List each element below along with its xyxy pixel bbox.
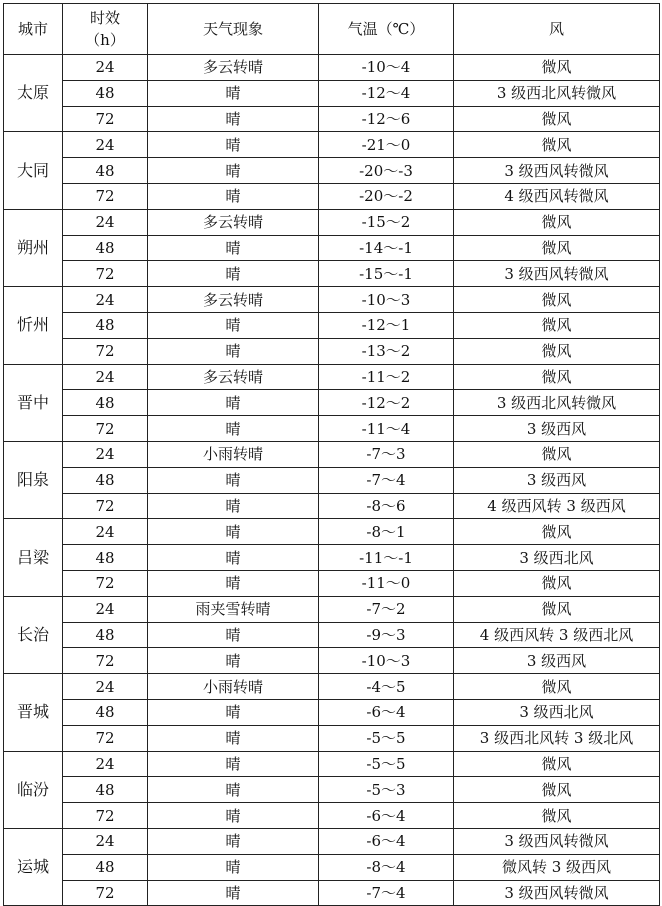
hours-cell: 72 xyxy=(63,338,148,364)
table-row xyxy=(4,622,660,648)
header-hours-line1: 时效 xyxy=(89,9,120,27)
table-row xyxy=(4,183,660,209)
wind-cell: 3 级西北风 xyxy=(454,699,660,725)
hours-cell: 48 xyxy=(63,854,148,880)
wind-cell: 3 级西风转微风 xyxy=(454,880,660,906)
hours-cell: 24 xyxy=(63,132,148,158)
wind-cell: 微风 xyxy=(454,209,660,235)
table-row xyxy=(4,80,660,106)
forecast-table xyxy=(3,3,660,906)
weather-cell: 晴 xyxy=(148,390,319,416)
weather-cell: 晴 xyxy=(148,777,319,803)
hours-cell: 24 xyxy=(63,55,148,81)
table-row xyxy=(4,312,660,338)
city-name-cell: 阳泉 xyxy=(4,441,63,518)
weather-cell: 晴 xyxy=(148,699,319,725)
table-row xyxy=(4,390,660,416)
hours-cell: 24 xyxy=(63,287,148,313)
weather-cell: 晴 xyxy=(148,235,319,261)
table-body xyxy=(4,55,660,906)
weather-cell: 晴 xyxy=(148,80,319,106)
temperature-cell: -9～3 xyxy=(319,622,454,648)
wind-cell: 微风 xyxy=(454,777,660,803)
table-row xyxy=(4,596,660,622)
hours-cell: 24 xyxy=(63,751,148,777)
temperature-cell: -11～2 xyxy=(319,364,454,390)
temperature-cell: -14～-1 xyxy=(319,235,454,261)
weather-cell: 晴 xyxy=(148,648,319,674)
hours-cell: 48 xyxy=(63,235,148,261)
weather-cell: 晴 xyxy=(148,519,319,545)
temperature-cell: -12～1 xyxy=(319,312,454,338)
weather-cell: 晴 xyxy=(148,106,319,132)
temperature-cell: -8～6 xyxy=(319,493,454,519)
wind-cell: 微风 xyxy=(454,519,660,545)
table-row xyxy=(4,674,660,700)
weather-cell: 晴 xyxy=(148,183,319,209)
temperature-cell: -13～2 xyxy=(319,338,454,364)
wind-cell: 微风 xyxy=(454,596,660,622)
weather-cell: 晴 xyxy=(148,312,319,338)
weather-cell: 雨夹雪转晴 xyxy=(148,596,319,622)
temperature-cell: -5～3 xyxy=(319,777,454,803)
wind-cell: 3 级西北风 xyxy=(454,545,660,571)
temperature-cell: -7～2 xyxy=(319,596,454,622)
weather-cell: 晴 xyxy=(148,467,319,493)
wind-cell: 4 级西风转 3 级西北风 xyxy=(454,622,660,648)
table-row xyxy=(4,699,660,725)
temperature-cell: -15～2 xyxy=(319,209,454,235)
temperature-cell: -4～5 xyxy=(319,674,454,700)
temperature-cell: -12～4 xyxy=(319,80,454,106)
weather-cell: 小雨转晴 xyxy=(148,674,319,700)
wind-cell: 微风 xyxy=(454,364,660,390)
wind-cell: 微风 xyxy=(454,312,660,338)
wind-cell: 微风 xyxy=(454,570,660,596)
table-row xyxy=(4,828,660,854)
temperature-cell: -11～-1 xyxy=(319,545,454,571)
table-row xyxy=(4,441,660,467)
city-name-cell: 忻州 xyxy=(4,287,63,364)
wind-cell: 3 级西风 xyxy=(454,648,660,674)
wind-cell: 3 级西风转微风 xyxy=(454,828,660,854)
table-row xyxy=(4,880,660,906)
hours-cell: 24 xyxy=(63,674,148,700)
weather-cell: 多云转晴 xyxy=(148,209,319,235)
table-row xyxy=(4,338,660,364)
hours-cell: 48 xyxy=(63,158,148,184)
temperature-cell: -7～4 xyxy=(319,880,454,906)
wind-cell: 微风 xyxy=(454,751,660,777)
weather-cell: 晴 xyxy=(148,545,319,571)
wind-cell: 3 级西北风转微风 xyxy=(454,390,660,416)
table-row xyxy=(4,364,660,390)
city-name-cell: 大同 xyxy=(4,132,63,209)
temperature-cell: -10～3 xyxy=(319,648,454,674)
header-city: 城市 xyxy=(4,4,63,55)
table-row xyxy=(4,158,660,184)
table-row xyxy=(4,751,660,777)
temperature-cell: -8～1 xyxy=(319,519,454,545)
table-row xyxy=(4,519,660,545)
temperature-cell: -5～5 xyxy=(319,725,454,751)
temperature-cell: -10～4 xyxy=(319,55,454,81)
weather-cell: 多云转晴 xyxy=(148,364,319,390)
city-name-cell: 晋中 xyxy=(4,364,63,441)
hours-cell: 48 xyxy=(63,467,148,493)
temperature-cell: -11～0 xyxy=(319,570,454,596)
temperature-cell: -6～4 xyxy=(319,828,454,854)
header-wind: 风 xyxy=(454,4,660,55)
wind-cell: 微风转 3 级西风 xyxy=(454,854,660,880)
weather-cell: 晴 xyxy=(148,493,319,519)
weather-cell: 晴 xyxy=(148,158,319,184)
hours-cell: 24 xyxy=(63,828,148,854)
city-name-cell: 吕梁 xyxy=(4,519,63,596)
wind-cell: 3 级西风转微风 xyxy=(454,158,660,184)
hours-cell: 72 xyxy=(63,648,148,674)
hours-cell: 72 xyxy=(63,570,148,596)
table-row xyxy=(4,570,660,596)
table-row xyxy=(4,854,660,880)
table-row xyxy=(4,106,660,132)
temperature-cell: -20～-3 xyxy=(319,158,454,184)
temperature-cell: -7～3 xyxy=(319,441,454,467)
table-header xyxy=(4,4,660,55)
weather-cell: 晴 xyxy=(148,828,319,854)
wind-cell: 微风 xyxy=(454,287,660,313)
wind-cell: 微风 xyxy=(454,674,660,700)
city-name-cell: 临汾 xyxy=(4,751,63,828)
wind-cell: 3 级西北风转 3 级北风 xyxy=(454,725,660,751)
table-row xyxy=(4,545,660,571)
city-name-cell: 运城 xyxy=(4,828,63,905)
temperature-cell: -6～4 xyxy=(319,699,454,725)
hours-cell: 72 xyxy=(63,183,148,209)
temperature-cell: -20～-2 xyxy=(319,183,454,209)
temperature-cell: -5～5 xyxy=(319,751,454,777)
weather-cell: 小雨转晴 xyxy=(148,441,319,467)
hours-cell: 72 xyxy=(63,803,148,829)
hours-cell: 24 xyxy=(63,519,148,545)
temperature-cell: -11～4 xyxy=(319,416,454,442)
hours-cell: 72 xyxy=(63,880,148,906)
header-temp: 气温（℃） xyxy=(319,4,454,55)
header-row xyxy=(4,4,660,55)
table-row xyxy=(4,287,660,313)
temperature-cell: -6～4 xyxy=(319,803,454,829)
table-row xyxy=(4,467,660,493)
wind-cell: 微风 xyxy=(454,55,660,81)
weather-cell: 晴 xyxy=(148,803,319,829)
hours-cell: 48 xyxy=(63,699,148,725)
wind-cell: 3 级西风 xyxy=(454,416,660,442)
weather-cell: 晴 xyxy=(148,751,319,777)
header-hours xyxy=(63,4,148,55)
table-row xyxy=(4,209,660,235)
city-name-cell: 长治 xyxy=(4,596,63,673)
hours-cell: 48 xyxy=(63,312,148,338)
weather-cell: 晴 xyxy=(148,854,319,880)
wind-cell: 3 级西风 xyxy=(454,467,660,493)
table-row xyxy=(4,725,660,751)
hours-cell: 72 xyxy=(63,725,148,751)
wind-cell: 微风 xyxy=(454,803,660,829)
temperature-cell: -21～0 xyxy=(319,132,454,158)
temperature-cell: -7～4 xyxy=(319,467,454,493)
temperature-cell: -10～3 xyxy=(319,287,454,313)
header-hours-line2: （h） xyxy=(85,31,125,49)
wind-cell: 微风 xyxy=(454,132,660,158)
hours-cell: 24 xyxy=(63,441,148,467)
weather-cell: 多云转晴 xyxy=(148,55,319,81)
hours-cell: 72 xyxy=(63,261,148,287)
table-row xyxy=(4,261,660,287)
wind-cell: 微风 xyxy=(454,441,660,467)
hours-cell: 48 xyxy=(63,777,148,803)
city-name-cell: 晋城 xyxy=(4,674,63,751)
wind-cell: 3 级西风转微风 xyxy=(454,261,660,287)
hours-cell: 24 xyxy=(63,364,148,390)
wind-cell: 微风 xyxy=(454,235,660,261)
temperature-cell: -15～-1 xyxy=(319,261,454,287)
hours-cell: 72 xyxy=(63,416,148,442)
weather-cell: 晴 xyxy=(148,132,319,158)
hours-cell: 48 xyxy=(63,545,148,571)
table-row xyxy=(4,416,660,442)
weather-cell: 多云转晴 xyxy=(148,287,319,313)
temperature-cell: -12～2 xyxy=(319,390,454,416)
hours-cell: 24 xyxy=(63,596,148,622)
header-weather: 天气现象 xyxy=(148,4,319,55)
weather-cell: 晴 xyxy=(148,880,319,906)
weather-cell: 晴 xyxy=(148,725,319,751)
weather-cell: 晴 xyxy=(148,622,319,648)
table-row xyxy=(4,803,660,829)
hours-cell: 72 xyxy=(63,493,148,519)
weather-cell: 晴 xyxy=(148,261,319,287)
hours-cell: 48 xyxy=(63,622,148,648)
hours-cell: 48 xyxy=(63,80,148,106)
table-row xyxy=(4,777,660,803)
table-row xyxy=(4,493,660,519)
weather-cell: 晴 xyxy=(148,570,319,596)
city-name-cell: 朔州 xyxy=(4,209,63,286)
wind-cell: 3 级西北风转微风 xyxy=(454,80,660,106)
table-row xyxy=(4,235,660,261)
wind-cell: 微风 xyxy=(454,106,660,132)
wind-cell: 4 级西风转微风 xyxy=(454,183,660,209)
hours-cell: 24 xyxy=(63,209,148,235)
weather-cell: 晴 xyxy=(148,338,319,364)
wind-cell: 微风 xyxy=(454,338,660,364)
table-row xyxy=(4,55,660,81)
city-name-cell: 太原 xyxy=(4,55,63,132)
hours-cell: 48 xyxy=(63,390,148,416)
table-row xyxy=(4,132,660,158)
temperature-cell: -8～4 xyxy=(319,854,454,880)
temperature-cell: -12～6 xyxy=(319,106,454,132)
wind-cell: 4 级西风转 3 级西风 xyxy=(454,493,660,519)
weather-cell: 晴 xyxy=(148,416,319,442)
hours-cell: 72 xyxy=(63,106,148,132)
table-row xyxy=(4,648,660,674)
